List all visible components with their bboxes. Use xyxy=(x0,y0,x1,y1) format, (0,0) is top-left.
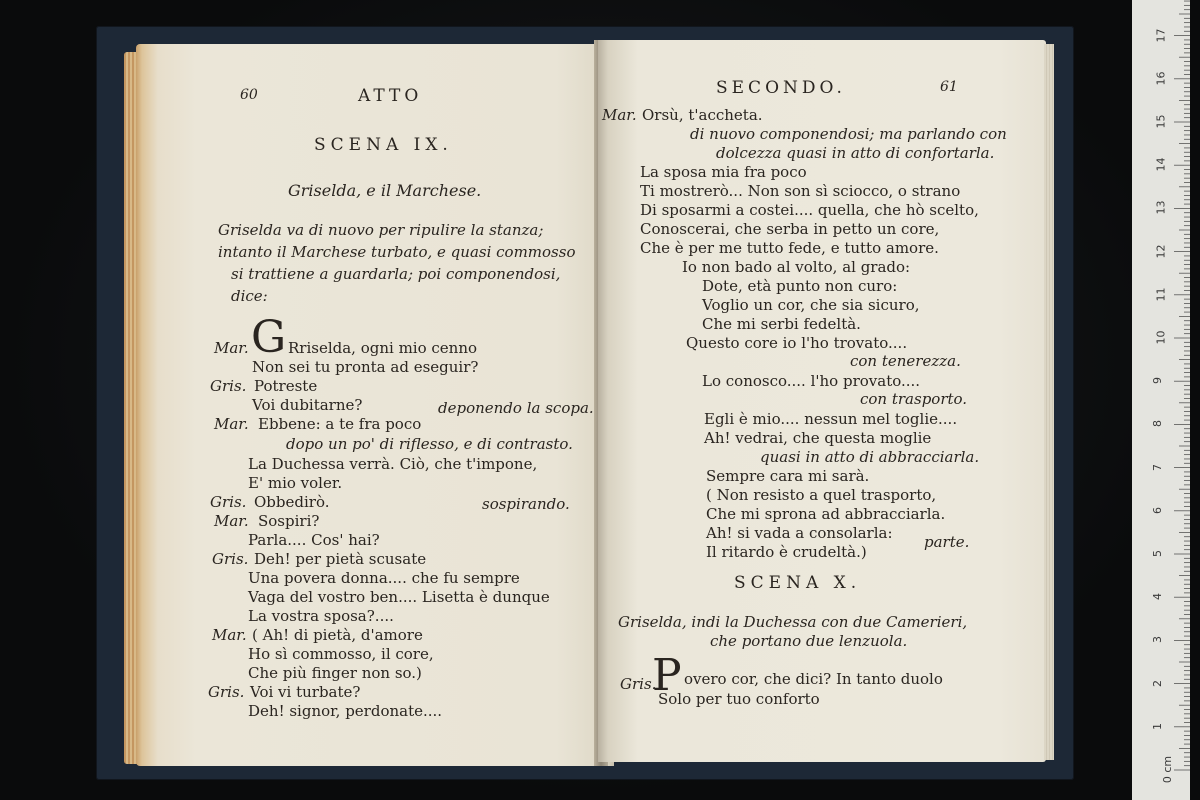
stage-direction: di nuovo componendosi; ma parlando con xyxy=(690,125,1007,143)
stage-direction: deponendo la scopa. xyxy=(438,399,594,417)
ruler-label: 5 xyxy=(1151,550,1164,557)
speaker-label: Mar. xyxy=(214,339,249,357)
right-page xyxy=(598,40,1046,762)
stage-direction-line: Griselda va di nuovo per ripulire la stanza; xyxy=(218,221,544,239)
speaker-label: Gris. xyxy=(212,550,249,568)
verse-line: Io non bado al volto, al grado: xyxy=(682,258,911,276)
verse-line: Una povera donna.... che fu sempre xyxy=(248,569,520,587)
speaker-label: Gris. xyxy=(208,683,245,701)
speaker-label: Gris. xyxy=(210,493,247,511)
scene-characters: Griselda, indi la Duchessa con due Camerieri, xyxy=(618,613,968,631)
verse-line: Voi dubitarne? xyxy=(252,396,363,414)
ruler-label: 14 xyxy=(1154,157,1168,172)
ruler-label: 10 xyxy=(1154,330,1168,345)
ruler-label: 12 xyxy=(1154,244,1168,259)
stage-direction: quasi in atto di abbracciarla. xyxy=(760,448,980,466)
ruler-label: 15 xyxy=(1154,114,1168,129)
ruler-label: 8 xyxy=(1151,420,1164,428)
speaker-label: Gris. xyxy=(210,377,247,395)
drop-cap: P xyxy=(652,650,682,701)
left-page xyxy=(136,44,614,766)
scene-characters: che portano due lenzuola. xyxy=(710,632,908,650)
ruler-label: 0 cm xyxy=(1161,755,1175,784)
speaker-label: Mar. xyxy=(212,626,247,644)
stage-direction-line: dice: xyxy=(231,287,268,305)
ruler-label: 13 xyxy=(1154,200,1168,215)
scene-title: SCENA X. xyxy=(734,573,862,593)
scene-title: SCENA IX. xyxy=(314,135,453,155)
verse-line: La sposa mia fra poco xyxy=(640,163,807,181)
stage-direction: parte. xyxy=(924,533,970,551)
ruler-label: 17 xyxy=(1154,28,1168,43)
page-number-right: 61 xyxy=(940,79,958,95)
verse-line: Egli è mio.... nessun mel toglie.... xyxy=(704,410,958,428)
verse-line: Sempre cara mi sarà. xyxy=(706,467,870,485)
page-number-left: 60 xyxy=(240,87,258,103)
verse-line: Rriselda, ogni mio cenno xyxy=(288,339,478,357)
verse-line: ( Ah! di pietà, d'amore xyxy=(252,626,423,644)
stage-direction: sospirando. xyxy=(482,495,570,513)
verse-line: Non sei tu pronta ad eseguir? xyxy=(252,358,479,376)
ruler-label: 16 xyxy=(1154,71,1168,86)
stage-direction-line: si trattiene a guardarla; poi componendosi, xyxy=(231,265,561,283)
speaker-label: Mar. xyxy=(214,415,249,433)
verse-line: Obbedirò. xyxy=(254,493,330,511)
speaker-label: Mar. xyxy=(214,512,249,530)
verse-line: Che mi sprona ad abbracciarla. xyxy=(706,505,946,523)
verse-line: Questo core io l'ho trovato.... xyxy=(686,334,908,352)
verse-line: Deh! signor, perdonate.... xyxy=(248,702,443,720)
verse-line: Che è per me tutto fede, e tutto amore. xyxy=(640,239,939,257)
ruler-label: 6 xyxy=(1151,506,1164,514)
verse-line: Che mi serbi fedeltà. xyxy=(702,315,861,333)
verse-line: Ho sì commosso, il core, xyxy=(248,645,434,663)
verse-line: Di sposarmi a costei.... quella, che hò scelto, xyxy=(640,201,979,219)
stage-direction: con tenerezza. xyxy=(850,352,961,370)
running-head-right: SECONDO. xyxy=(716,78,846,98)
speaker-label: Gris. xyxy=(620,675,657,693)
verse-line: Sospiri? xyxy=(258,512,320,530)
ruler-label: 9 xyxy=(1151,377,1164,385)
ruler-label: 2 xyxy=(1151,679,1164,687)
verse-line: Solo per tuo conforto xyxy=(658,690,820,708)
verse-line: Lo conosco.... l'ho provato.... xyxy=(702,372,921,390)
stage-direction: dopo un po' di riflesso, e di contrasto. xyxy=(286,435,573,453)
measuring-ruler xyxy=(1132,0,1190,800)
running-head-left: ATTO xyxy=(358,86,423,106)
drop-cap: G xyxy=(251,312,287,363)
verse-line: Parla.... Cos' hai? xyxy=(248,531,380,549)
verse-line: ( Non resisto a quel trasporto, xyxy=(706,486,937,504)
verse-line: overo cor, che dici? In tanto duolo xyxy=(684,670,943,688)
verse-line: Ah! si vada a consolarla: xyxy=(706,524,893,542)
verse-line: Potreste xyxy=(254,377,318,395)
verse-line: Conoscerai, che serba in petto un core, xyxy=(640,220,940,238)
ruler-label: 4 xyxy=(1151,593,1164,601)
verse-line: Voi vi turbate? xyxy=(250,683,361,701)
open-book xyxy=(118,40,1054,766)
right-page-edges xyxy=(1044,44,1054,760)
stage-direction-line: intanto il Marchese turbato, e quasi commosso xyxy=(218,243,576,261)
verse-line: Deh! per pietà scusate xyxy=(254,550,427,568)
verse-line: Dote, età punto non curo: xyxy=(702,277,898,295)
verse-line: Ah! vedrai, che questa moglie xyxy=(704,429,932,447)
ruler-label: 3 xyxy=(1151,636,1164,644)
verse-line: Vaga del vostro ben.... Lisetta è dunque xyxy=(248,588,550,606)
verse-line: E' mio voler. xyxy=(248,474,343,492)
verse-line: La Duchessa verrà. Ciò, che t'impone, xyxy=(248,455,538,473)
ruler-label: 1 xyxy=(1151,722,1164,730)
stage-direction: con trasporto. xyxy=(860,390,968,408)
speaker-label: Mar. xyxy=(602,106,637,124)
verse-line: Orsù, t'accheta. xyxy=(642,106,763,124)
verse-line: Ebbene: a te fra poco xyxy=(258,415,422,433)
ruler-label: 7 xyxy=(1151,463,1164,471)
scene-characters: Griselda, e il Marchese. xyxy=(288,181,482,200)
verse-line: La vostra sposa?.... xyxy=(248,607,394,625)
ruler-label: 11 xyxy=(1154,287,1168,302)
verse-line: Voglio un cor, che sia sicuro, xyxy=(702,296,920,314)
stage-direction: dolcezza quasi in atto di confortarla. xyxy=(716,144,995,162)
verse-line: Il ritardo è crudeltà.) xyxy=(706,543,867,561)
verse-line: Che più finger non so.) xyxy=(248,664,422,682)
verse-line: Ti mostrerò... Non son sì sciocco, o strano xyxy=(640,182,961,200)
